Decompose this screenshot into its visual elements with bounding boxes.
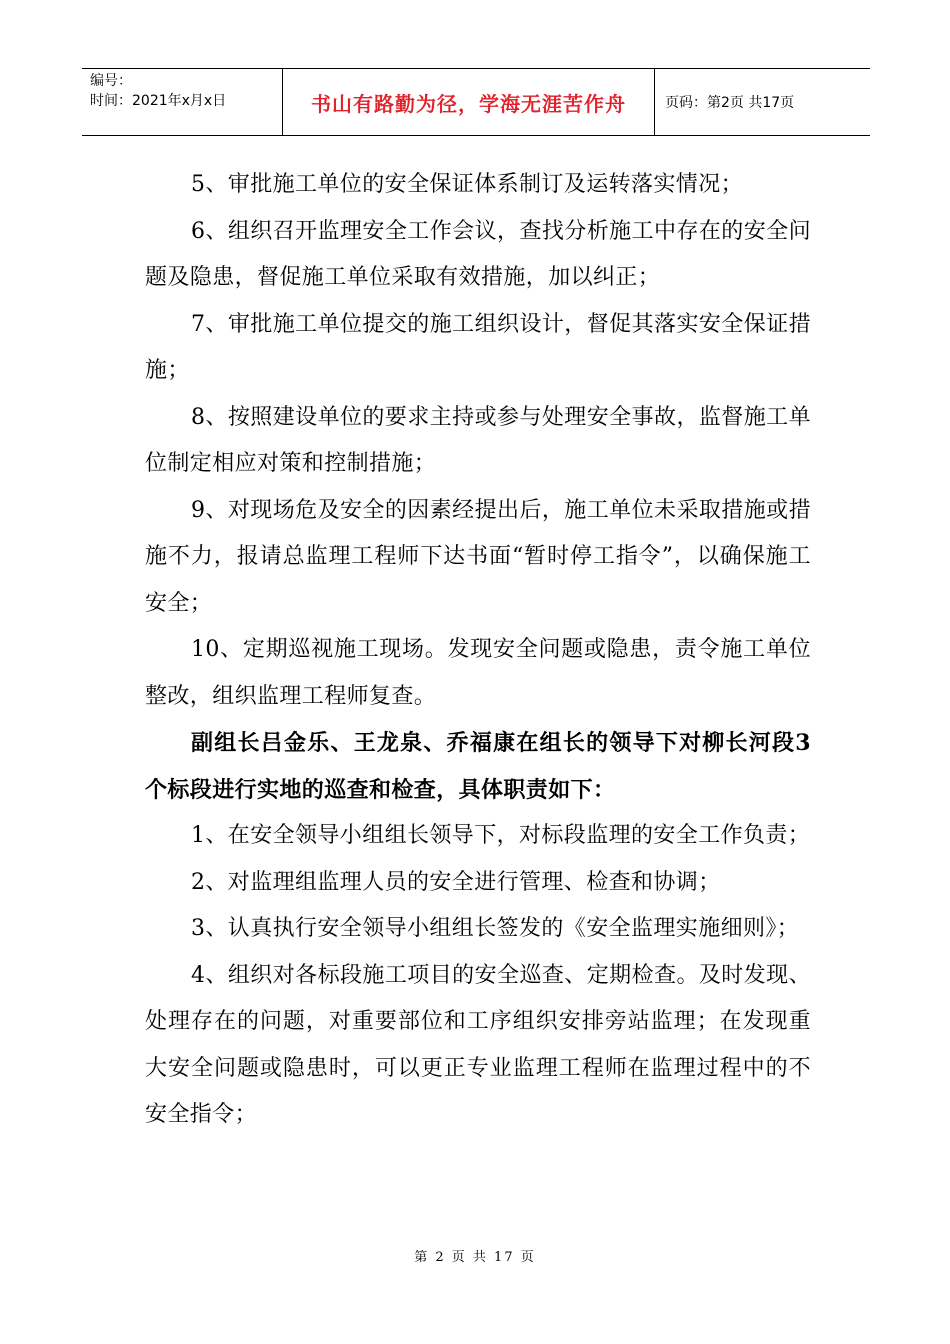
duty-item-10: 10、定期巡视施工现场。发现安全问题或隐患，责令施工单位整改，组织监理工程师复查。 [145,637,811,709]
header-page-info: 页码：第2页 共17页 [665,95,795,111]
duty-item-9: 9、对现场危及安全的因素经提出后，施工单位未采取措施或措施不力，报请总监理工程师下达书面“暂时停工指令”，以确保施工安全； [145,497,811,616]
deputy-leaders-heading: 副组长吕金乐、王龙泉、乔福康在组长的领导下对柳长河段3个标段进行实地的巡查和检查，具体职责如下： [145,730,811,803]
duty-item-8: 8、按照建设单位的要求主持或参与处理安全事故，监督施工单位制定相应对策和控制措施； [145,404,811,476]
document-time-label: 时间：2021年x月x日 [90,93,227,109]
deputy-duty-item-3: 3、认真执行安全领导小组组长签发的《安全监理实施细则》； [191,916,800,941]
duty-item-7: 7、审批施工单位提交的施工组织设计，督促其落实安全保证措施； [145,311,811,383]
deputy-duty-item-2: 2、对监理组监理人员的安全进行管理、检查和协调； [191,869,721,895]
deputy-duty-item-1: 1、在安全领导小组组长领导下，对标段监理的安全工作负责； [191,823,811,848]
duty-item-6: 6、组织召开监理安全工作会议，查找分析施工中存在的安全问题及隐患，督促施工单位采取有效措施，加以纠正； [145,218,811,290]
document-body [145,162,811,1139]
header-motto: 书山有路勤为径，学海无涯苦作舟 [283,69,655,135]
header-meta-cell [82,69,283,135]
page-header [82,68,870,136]
duty-item-5: 5、审批施工单位的安全保证体系制订及运转落实情况； [191,172,743,197]
page-footer: 第 2 页 共 17 页 [414,1250,536,1265]
document-number-label: 编号： [90,73,132,89]
deputy-duty-item-4: 4、组织对各标段施工项目的安全巡查、定期检查。及时发现、处理存在的问题，对重要部位和工序组织安排旁站监理；在发现重大安全问题或隐患时，可以更正专业监理工程师在监理过程中的不安全指令； [145,962,811,1127]
